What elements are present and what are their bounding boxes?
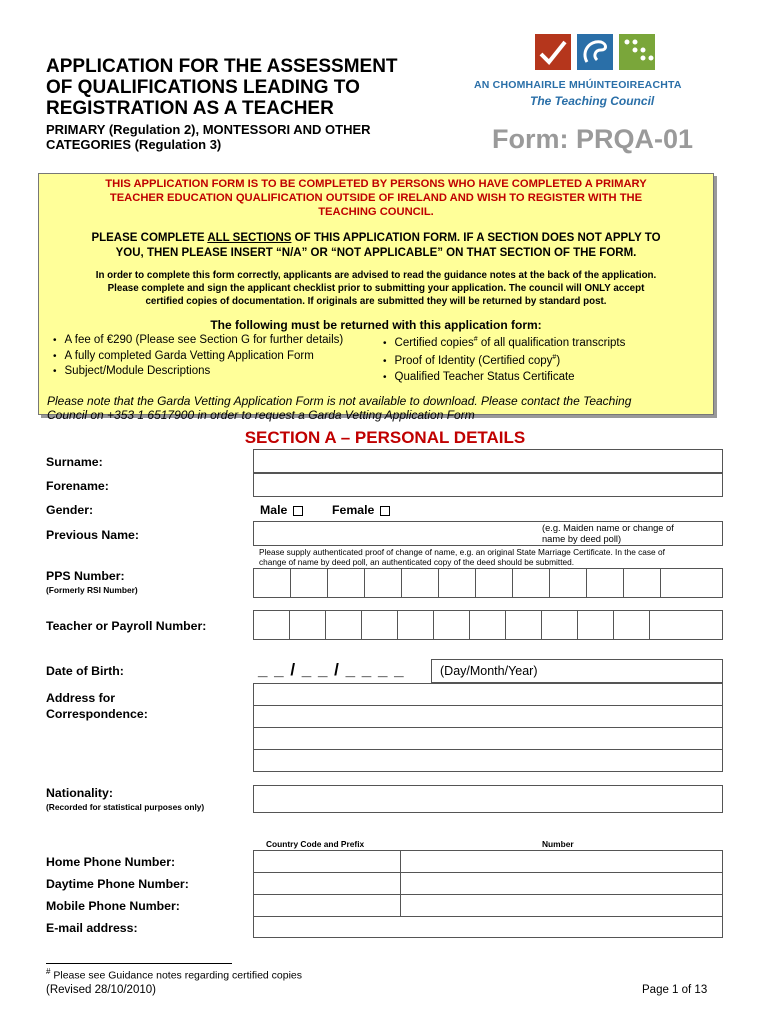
daytime-phone-label: Daytime Phone Number: [46,877,189,891]
dob-format: (Day/Month/Year) [440,664,538,678]
instructions-notice [38,173,714,423]
gender-female-option[interactable]: Female [332,503,390,517]
previous-name-label: Previous Name: [46,528,139,542]
returned-list-left [53,333,383,385]
number-column-header: Number [542,839,574,849]
address-line-1[interactable] [253,683,723,706]
nationality-sublabel: (Recorded for statistical purposes only) [46,802,205,812]
returned-list-right [383,333,625,385]
email-input[interactable] [253,916,723,938]
guidance-notice: In order to complete this form correctly, applicants are advised to read the guidance notes at the back of the application. Please complete and sign the applicant checklist prior to submitting your application. The council will ONLY accept certified copies of documentation. If originals are submitted they will be returned by standard post. [95,270,657,307]
country-code-column-header: Country Code and Prefix [266,839,365,849]
daytime-phone-country-input[interactable] [253,872,401,895]
dob-mask: _ _ / _ _ / _ _ _ _ [258,660,405,679]
list-item: • Qualified Teacher Status Certificate [383,370,625,386]
daytime-phone-number-input[interactable] [400,872,723,895]
returned-heading: The following must be returned with this application form: [210,318,542,332]
pps-label: PPS Number: [46,569,125,583]
gender-label: Gender: [46,503,94,517]
complete-all-sections-notice: PLEASE COMPLETE ALL SECTIONS OF THIS APPLICATION FORM. IF A SECTION DOES NOT APPLY TO YOU, THEN PLEASE INSERT “N/A” OR “NOT APPLICABLE” ON THAT SECTION OF THE FORM. [91,232,661,259]
footnote: # Please see Guidance notes regarding certified copies [46,967,303,982]
form-code: Form: PRQA-01 [492,124,694,154]
council-name-irish: AN CHOMHAIRLE MHÚINTEOIREACHTA [474,79,682,91]
list-item: • A fully completed Garda Vetting Application Form [53,349,383,365]
teacher-number-label: Teacher or Payroll Number: [46,619,207,633]
previous-name-note: Please supply authenticated proof of change of name, e.g. an original State Marriage Certificate. In the case of change of name by deed poll, an authenticated copy of the deed should be submitted. [259,547,665,567]
section-a-heading: SECTION A – PERSONAL DETAILS [244,428,526,447]
forename-input[interactable] [253,473,723,497]
form-subtitle: PRIMARY (Regulation 2), MONTESSORI AND OTHER CATEGORIES (Regulation 3) [46,122,371,152]
nationality-label: Nationality: [46,786,113,800]
mobile-phone-number-input[interactable] [400,894,723,917]
home-phone-label: Home Phone Number: [46,855,176,869]
previous-name-input[interactable] [253,521,723,546]
dob-label: Date of Birth: [46,664,124,678]
address-line-2[interactable] [253,705,723,728]
list-item: • Proof of Identity (Certified copy#) [383,351,625,369]
teacher-number-input[interactable] [253,610,723,640]
home-phone-number-input[interactable] [400,850,723,873]
teaching-council-logo-icon [535,34,655,79]
surname-input[interactable] [253,449,723,473]
form-title: APPLICATION FOR THE ASSESSMENT OF QUALIFICATIONS LEADING TO REGISTRATION AS A TEACHER [46,56,398,119]
council-name-english: The Teaching Council [530,94,655,108]
address-line-3[interactable] [253,727,723,750]
male-checkbox[interactable] [293,506,303,516]
eligibility-notice: THIS APPLICATION FORM IS TO BE COMPLETED BY PERSONS WHO HAVE COMPLETED A PRIMARY TEACHER EDUCATION QUALIFICATION OUTSIDE OF IRELAND AND WISH TO REGISTER WITH THE TEACHING COUNCIL. [105,178,647,218]
address-line-4[interactable] [253,749,723,772]
page-number: Page 1 of 13 [642,984,708,996]
previous-name-hint: (e.g. Maiden name or change of name by deed poll) [542,523,674,544]
list-item: • Certified copies# of all qualification transcripts [383,333,625,351]
surname-label: Surname: [46,455,103,469]
list-item: • Subject/Module Descriptions [53,364,383,380]
gender-male-option[interactable]: Male [260,503,303,517]
pps-number-input[interactable] [253,568,723,598]
home-phone-country-input[interactable] [253,850,401,873]
nationality-input[interactable] [253,785,723,813]
mobile-phone-label: Mobile Phone Number: [46,899,180,913]
mobile-phone-country-input[interactable] [253,894,401,917]
email-label: E-mail address: [46,921,138,935]
forename-label: Forename: [46,479,109,493]
dob-input[interactable] [431,659,723,683]
garda-vetting-note: Please note that the Garda Vetting Application Form is not available to download. Please contact the Teaching Council on +353 1 6517900 in order to request a Garda Vetting Application Form [47,394,632,423]
list-item: • A fee of €290 (Please see Section G for further details) [53,333,383,349]
female-checkbox[interactable] [380,506,390,516]
footnote-divider [46,963,232,964]
pps-sublabel: (Formerly RSI Number) [46,585,138,595]
address-label: Address for Correspondence: [46,691,148,721]
returned-items [39,333,713,385]
revised-date: (Revised 28/10/2010) [46,984,156,996]
